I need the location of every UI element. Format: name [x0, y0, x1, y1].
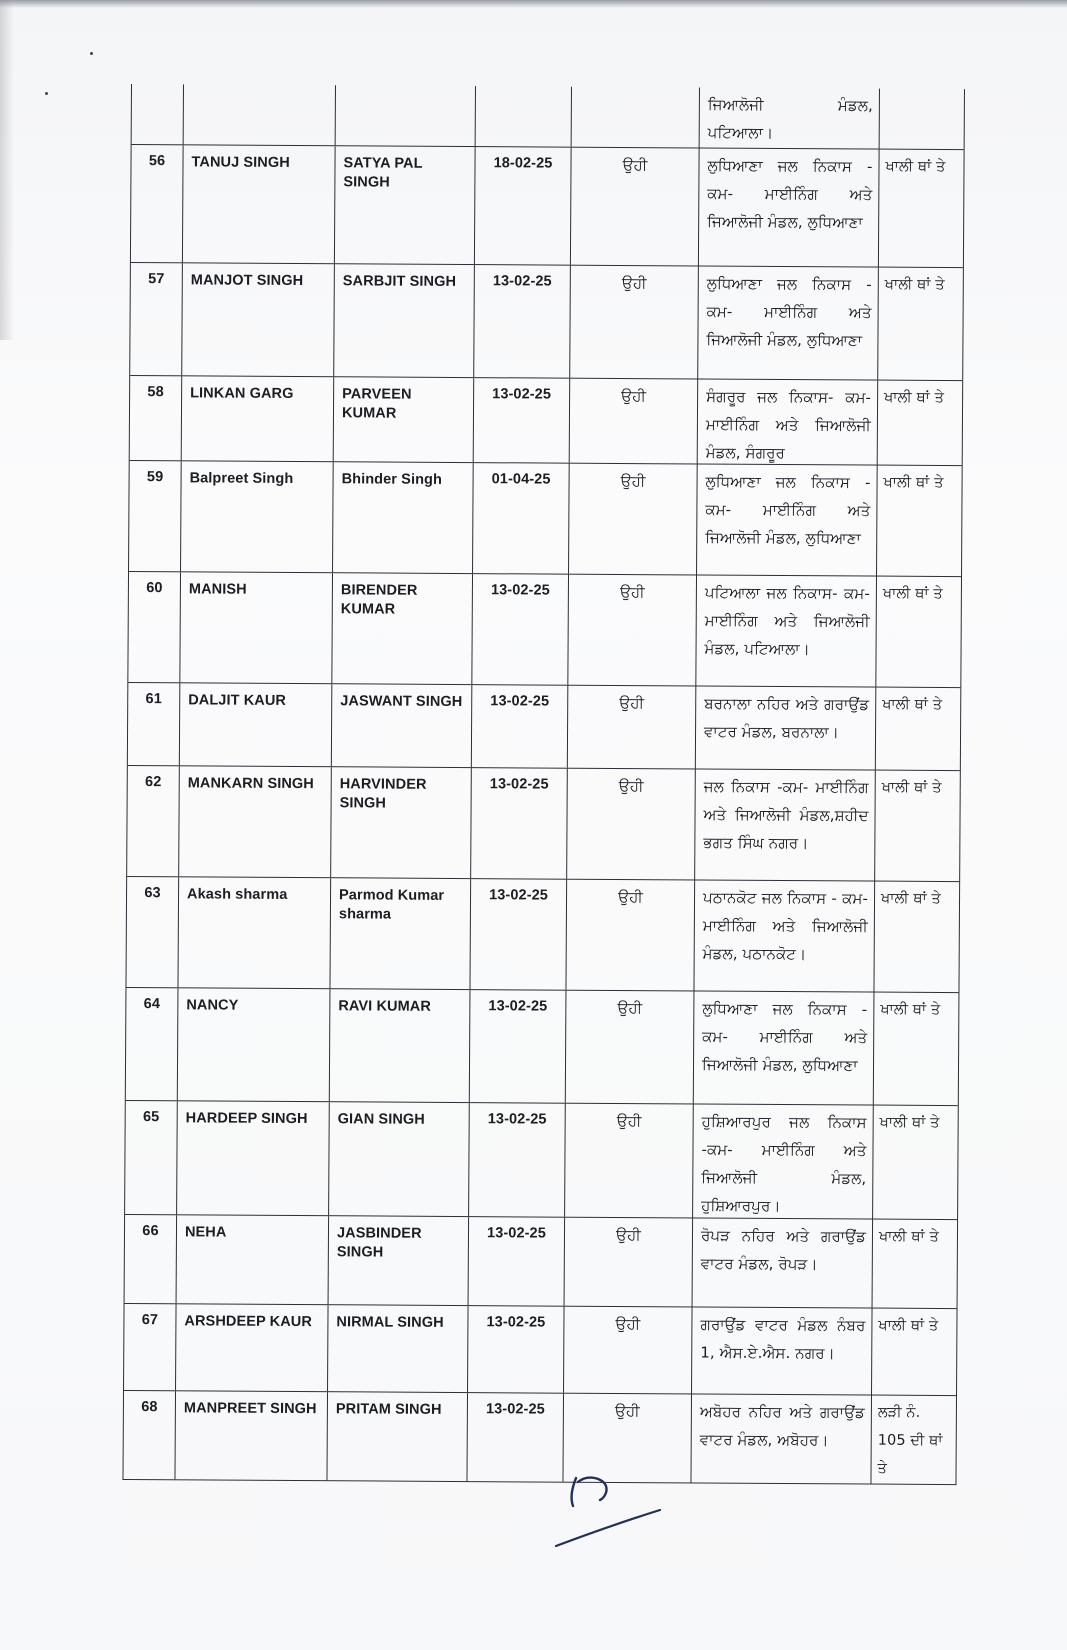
father-name-cell: JASBINDER SINGH	[329, 1216, 470, 1305]
posting-office-cell: ਜਲ ਨਿਕਾਸ -ਕਮ- ਮਾਈਨਿੰਗ ਅਤੇ ਜਿਆਲੋਜੀ ਮੰਡਲ,ਸ਼ਹੀਦ ਭਗਤ ਸਿੰਘ ਨਗਰ।	[695, 769, 876, 880]
father-name-cell: PRITAM SINGH	[327, 1392, 468, 1481]
serial-number-cell: 61	[128, 683, 180, 765]
table-row	[126, 876, 959, 992]
remark-cell: ਖਾਲੀ ਥਾਂ ਤੇ	[879, 1114, 940, 1131]
candidate-name-cell: NEHA	[177, 1215, 330, 1304]
table-row	[128, 571, 961, 687]
remark-cell: ਖਾਲੀ ਥਾਂ ਤੇ	[880, 890, 941, 907]
same-as-above-cell: ਉਹੀ	[570, 379, 699, 464]
date-cell	[476, 86, 572, 147]
same-as-above-cell: ਉਹੀ	[568, 575, 697, 686]
posting-office-cell: ਲੁਧਿਆਣਾ ਜਲ ਨਿਕਾਸ - ਕਮ- ਮਾਈਨਿੰਗ ਅਤੇ ਜਿਆਲੋਜੀ ਮੰਡਲ, ਲੁਧਿਆਣਾ	[697, 464, 878, 575]
serial-number-cell: 56	[131, 145, 184, 262]
serial-number-cell: 66	[125, 1215, 178, 1303]
posting-office-cell: ਬਰਨਾਲਾ ਨਹਿਰ ਅਤੇ ਗਰਾਉਂਡ ਵਾਟਰ ਮੰਡਲ, ਬਰਨਾਲਾ।	[696, 686, 876, 769]
father-name-cell: NIRMAL SINGH	[328, 1305, 469, 1392]
date-cell: 13-02-25	[474, 265, 571, 378]
candidate-name-cell: MANISH	[180, 572, 333, 683]
date-cell: 13-02-25	[468, 1306, 565, 1393]
serial-number-cell	[132, 84, 184, 144]
paper-speck	[90, 52, 93, 55]
candidate-name-cell: TANUJ SINGH	[183, 145, 336, 263]
posting-office-cell: ਪਠਾਨਕੋਟ ਜਲ ਨਿਕਾਸ - ਕਮ- ਮਾਈਨਿੰਗ ਅਤੇ ਜਿਆਲੋਜੀ ਮੰਡਲ, ਪਠਾਨਕੋਟ।	[694, 880, 875, 991]
remark-cell: ਖਾਲੀ ਥਾਂ ਤੇ	[884, 389, 945, 406]
same-as-above-cell	[572, 87, 700, 148]
remark-cell: ਖਾਲੀ ਥਾਂ ਤੇ	[878, 1228, 939, 1245]
father-name-cell: SARBJIT SINGH	[334, 264, 475, 377]
date-cell: 13-02-25	[469, 1103, 566, 1217]
same-as-above-cell: ਉਹੀ	[563, 1394, 692, 1483]
posting-office-cell: ਲੁਧਿਆਣਾ ਜਲ ਨਿਕਾਸ - ਕਮ- ਮਾਈਨਿੰਗ ਅਤੇ ਜਿਆਲੋਜੀ ਮੰਡਲ, ਲੁਧਿਆਣਾ	[699, 148, 880, 266]
father-name-cell: RAVI KUMAR	[330, 989, 471, 1102]
same-as-above-cell: ਉਹੀ	[569, 464, 698, 575]
table-row	[131, 144, 964, 267]
page-left-shadow	[0, 0, 14, 340]
serial-number-cell: 65	[125, 1101, 178, 1214]
same-as-above-cell: ਉਹੀ	[564, 1307, 693, 1394]
candidate-name-cell: MANPREET SINGH	[175, 1391, 328, 1480]
father-name-cell: PARVEEN KUMAR	[334, 377, 475, 462]
candidate-name-cell	[184, 84, 336, 145]
father-name-cell: JASWANT SINGH	[332, 684, 472, 767]
serial-number-cell: 60	[128, 572, 181, 682]
serial-number-cell: 67	[124, 1304, 177, 1390]
date-cell: 18-02-25	[475, 147, 572, 265]
father-name-cell: Parmod Kumar sharma	[330, 878, 471, 989]
date-cell: 13-02-25	[472, 685, 568, 768]
table-row	[130, 262, 963, 380]
remark-cell	[880, 89, 964, 150]
serial-number-cell: 63	[126, 877, 179, 987]
candidate-name-cell: HARDEEP SINGH	[177, 1101, 330, 1215]
candidate-name-cell: DALJIT KAUR	[180, 683, 332, 766]
same-as-above-cell: ਉਹੀ	[566, 880, 695, 991]
table-row	[127, 765, 960, 881]
same-as-above-cell: ਉਹੀ	[565, 1218, 694, 1307]
handwritten-signature	[548, 1468, 668, 1558]
father-name-cell: GIAN SINGH	[329, 1102, 470, 1216]
father-name-cell	[336, 85, 476, 146]
same-as-above-cell: ਉਹੀ	[568, 686, 696, 769]
posting-office-cell: ਗਰਾਉਂਡ ਵਾਟਰ ਮੰਡਲ ਨੰਬਰ 1, ਐਸ.ਏ.ਐਸ. ਨਗਰ।	[692, 1307, 873, 1394]
posting-office-cell: ਅਬੋਹਰ ਨਹਿਰ ਅਤੇ ਗਰਾਉਂਡ ਵਾਟਰ ਮੰਡਲ, ਅਬੋਹਰ।	[691, 1394, 872, 1483]
date-cell: 13-02-25	[469, 1217, 566, 1306]
posting-office-cell: ਲੁਧਿਆਣਾ ਜਲ ਨਿਕਾਸ - ਕਮ- ਮਾਈਨਿੰਗ ਅਤੇ ਜਿਆਲੋਜੀ ਮੰਡਲ, ਲੁਧਿਆਣਾ	[694, 991, 875, 1104]
same-as-above-cell: ਉਹੀ	[566, 991, 695, 1104]
serial-number-cell: 68	[123, 1391, 176, 1479]
posting-office-cell: ਲੁਧਿਆਣਾ ਜਲ ਨਿਕਾਸ - ਕਮ- ਮਾਈਨਿੰਗ ਅਤੇ ਜਿਆਲੋਜੀ ਮੰਡਲ, ਲੁਧਿਆਣਾ	[698, 266, 879, 379]
appointment-table	[122, 84, 965, 1485]
table-row	[126, 987, 959, 1105]
date-cell: 13-02-25	[474, 378, 571, 463]
date-cell: 13-02-25	[467, 1393, 564, 1482]
date-cell: 13-02-25	[472, 574, 569, 685]
same-as-above-cell: ਉਹੀ	[571, 148, 700, 266]
candidate-name-cell: LINKAN GARG	[182, 376, 335, 461]
serial-number-cell: 59	[129, 461, 182, 571]
candidate-name-cell: Balpreet Singh	[181, 461, 334, 572]
father-name-cell: BIRENDER KUMAR	[332, 573, 473, 684]
remark-cell: ਖਾਲੀ ਥਾਂ ਤੇ	[884, 276, 945, 293]
table-row	[128, 682, 960, 770]
same-as-above-cell: ਉਹੀ	[567, 769, 696, 880]
table-row	[125, 1100, 958, 1219]
serial-number-cell: 62	[127, 766, 180, 876]
candidate-name-cell: MANJOT SINGH	[182, 263, 335, 376]
date-cell: 13-02-25	[470, 879, 567, 990]
father-name-cell: Bhinder Singh	[333, 462, 474, 573]
date-cell: 13-02-25	[470, 990, 567, 1103]
same-as-above-cell: ਉਹੀ	[565, 1104, 694, 1218]
candidate-name-cell: MANKARN SINGH	[179, 766, 332, 877]
serial-number-cell: 57	[130, 263, 183, 375]
father-name-cell: HARVINDER SINGH	[331, 767, 472, 878]
remark-cell: ਖਾਲੀ ਥਾਂ ਤੇ	[881, 779, 942, 796]
candidate-name-cell: ARSHDEEP KAUR	[176, 1304, 329, 1391]
remark-cell: ਖਾਲੀ ਥਾਂ ਤੇ	[883, 474, 944, 491]
remark-cell: ਖਾਲੀ ਥਾਂ ਤੇ	[878, 1317, 939, 1334]
remark-cell: ਖਾਲੀ ਥਾਂ ਤੇ	[885, 158, 946, 175]
page-top-shadow	[0, 0, 1067, 8]
table-row	[124, 1303, 957, 1395]
remark-cell: ਖਾਲੀ ਥਾਂ ਤੇ	[882, 696, 943, 713]
posting-office-cell: ਜਿਆਲੋਜੀ ਮੰਡਲ, ਪਟਿਆਲਾ।	[700, 87, 880, 148]
date-cell: 01-04-25	[473, 463, 570, 574]
table-row	[132, 84, 964, 149]
serial-number-cell: 58	[130, 376, 183, 460]
posting-office-cell: ਪਟਿਆਲਾ ਜਲ ਨਿਕਾਸ- ਕਮ-ਮਾਈਨਿੰਗ ਅਤੇ ਜਿਆਲੋਜੀ ਮੰਡਲ, ਪਟਿਆਲਾ।	[696, 575, 877, 686]
posting-office-cell: ਹੁਸ਼ਿਆਰਪੁਰ ਜਲ ਨਿਕਾਸ -ਕਮ- ਮਾਈਨਿੰਗ ਅਤੇ ਜਿਆਲੋਜੀ ਮੰਡਲ, ਹੁਸ਼ਿਆਰਪੁਰ।	[693, 1104, 874, 1218]
posting-office-cell: ਸੰਗਰੂਰ ਜਲ ਨਿਕਾਸ- ਕਮ-ਮਾਈਨਿੰਗ ਅਤੇ ਜਿਆਲੋਜੀ ਮੰਡਲ, ਸੰਗਰੂਰ	[698, 379, 879, 464]
table-row	[123, 1390, 956, 1484]
table-row	[129, 460, 962, 576]
remark-cell: ਲੜੀ ਨੰ. 105 ਦੀ ਥਾਂ ਤੇ	[877, 1404, 943, 1477]
candidate-name-cell: NANCY	[178, 988, 331, 1101]
father-name-cell: SATYA PAL SINGH	[335, 146, 476, 264]
paper-speck	[45, 92, 48, 95]
remark-cell: ਖਾਲੀ ਥਾਂ ਤੇ	[882, 585, 943, 602]
remark-cell: ਖਾਲੀ ਥਾਂ ਤੇ	[880, 1001, 941, 1018]
table-row	[125, 1214, 958, 1308]
table-row	[130, 375, 963, 465]
same-as-above-cell: ਉਹੀ	[570, 266, 699, 379]
date-cell: 13-02-25	[471, 768, 568, 879]
serial-number-cell: 64	[126, 988, 179, 1100]
posting-office-cell: ਰੋਪੜ ਨਹਿਰ ਅਤੇ ਗਰਾਉਂਡ ਵਾਟਰ ਮੰਡਲ, ਰੋਪੜ।	[693, 1218, 874, 1307]
candidate-name-cell: Akash sharma	[178, 877, 331, 988]
